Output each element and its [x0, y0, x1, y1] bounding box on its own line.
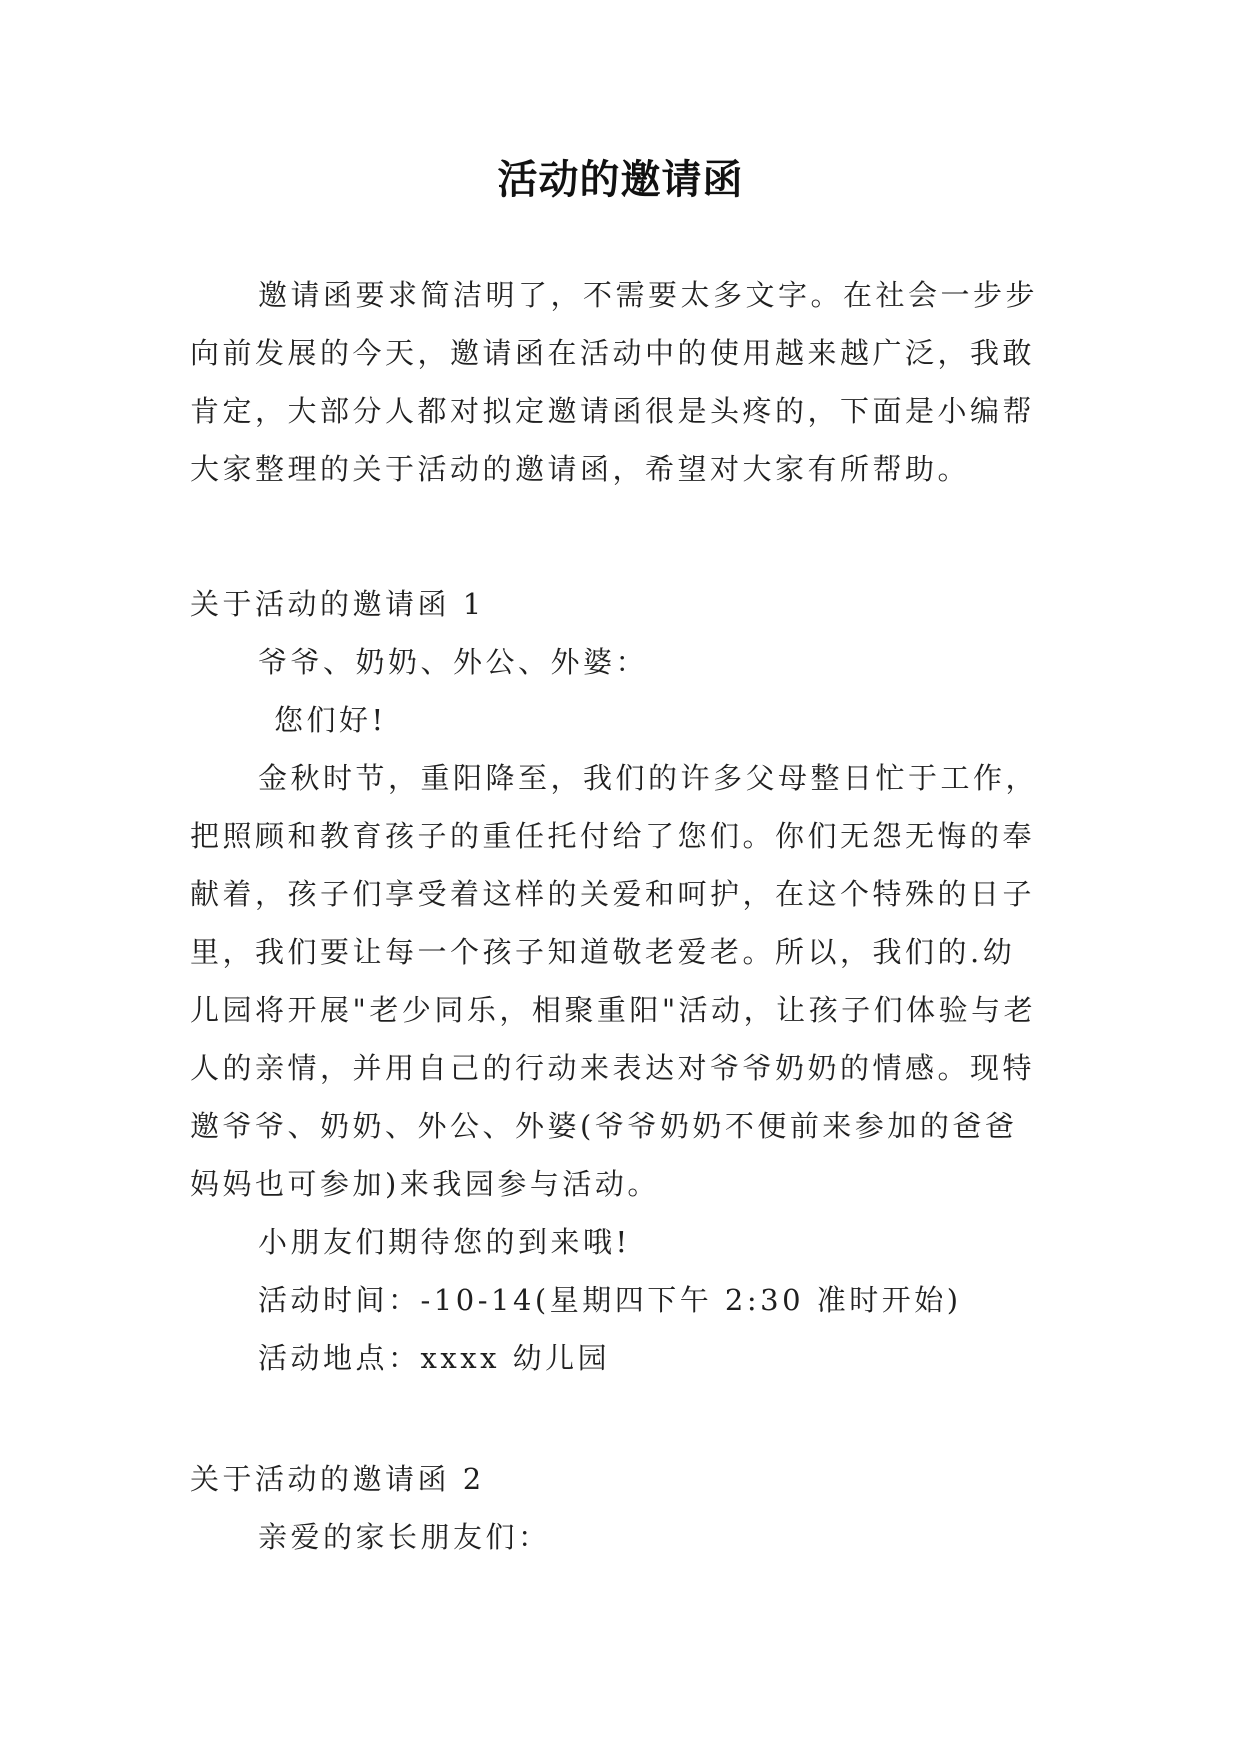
- section-1-body-line: 妈妈也可参加)来我园参与活动。: [190, 1167, 660, 1201]
- intro-line: 向前发展的今天，邀请函在活动中的使用越来越广泛，我敢: [190, 336, 1036, 370]
- document-title: 活动的邀请函: [497, 157, 744, 203]
- section-2-heading: 关于活动的邀请函 2: [190, 1462, 485, 1496]
- section-2-salutation: 亲爱的家长朋友们：: [258, 1520, 551, 1554]
- intro-line: 肯定，大部分人都对拟定邀请函很是头疼的，下面是小编帮: [190, 394, 1036, 428]
- section-1-location: 活动地点：xxxx 幼儿园: [258, 1341, 611, 1375]
- section-1-body-line: 里，我们要让每一个孩子知道敬老爱老。所以，我们的.幼: [190, 935, 1016, 969]
- section-1-body-line: 邀爷爷、奶奶、外公、外婆(爷爷奶奶不便前来参加的爸爸: [190, 1109, 1018, 1143]
- section-1-closing: 小朋友们期待您的到来哦!: [258, 1225, 631, 1259]
- section-1-body-line: 儿园将开展"老少同乐，相聚重阳"活动，让孩子们体验与老: [190, 993, 1037, 1027]
- section-1-body-line: 金秋时节，重阳降至，我们的许多父母整日忙于工作，: [258, 761, 1039, 795]
- section-1: [190, 575, 1050, 1387]
- section-1-body-line: 人的亲情，并用自己的行动来表达对爷爷奶奶的情感。现特: [190, 1051, 1036, 1085]
- section-1-body-line: 把照顾和教育孩子的重任托付给了您们。你们无怨无悔的奉: [190, 819, 1036, 853]
- section-2: [190, 1450, 1050, 1566]
- intro-line: 邀请函要求简洁明了，不需要太多文字。在社会一步步: [258, 278, 1039, 312]
- intro-paragraph: [190, 266, 1050, 498]
- section-1-time: 活动时间：-10-14(星期四下午 2:30 准时开始): [258, 1283, 962, 1317]
- section-1-heading: 关于活动的邀请函 1: [190, 587, 485, 621]
- section-1-salutation: 爷爷、奶奶、外公、外婆：: [258, 645, 649, 679]
- section-1-greeting: 您们好!: [274, 703, 387, 737]
- intro-line: 大家整理的关于活动的邀请函，希望对大家有所帮助。: [190, 452, 971, 486]
- section-1-body-line: 献着，孩子们享受着这样的关爱和呵护，在这个特殊的日子: [190, 877, 1036, 911]
